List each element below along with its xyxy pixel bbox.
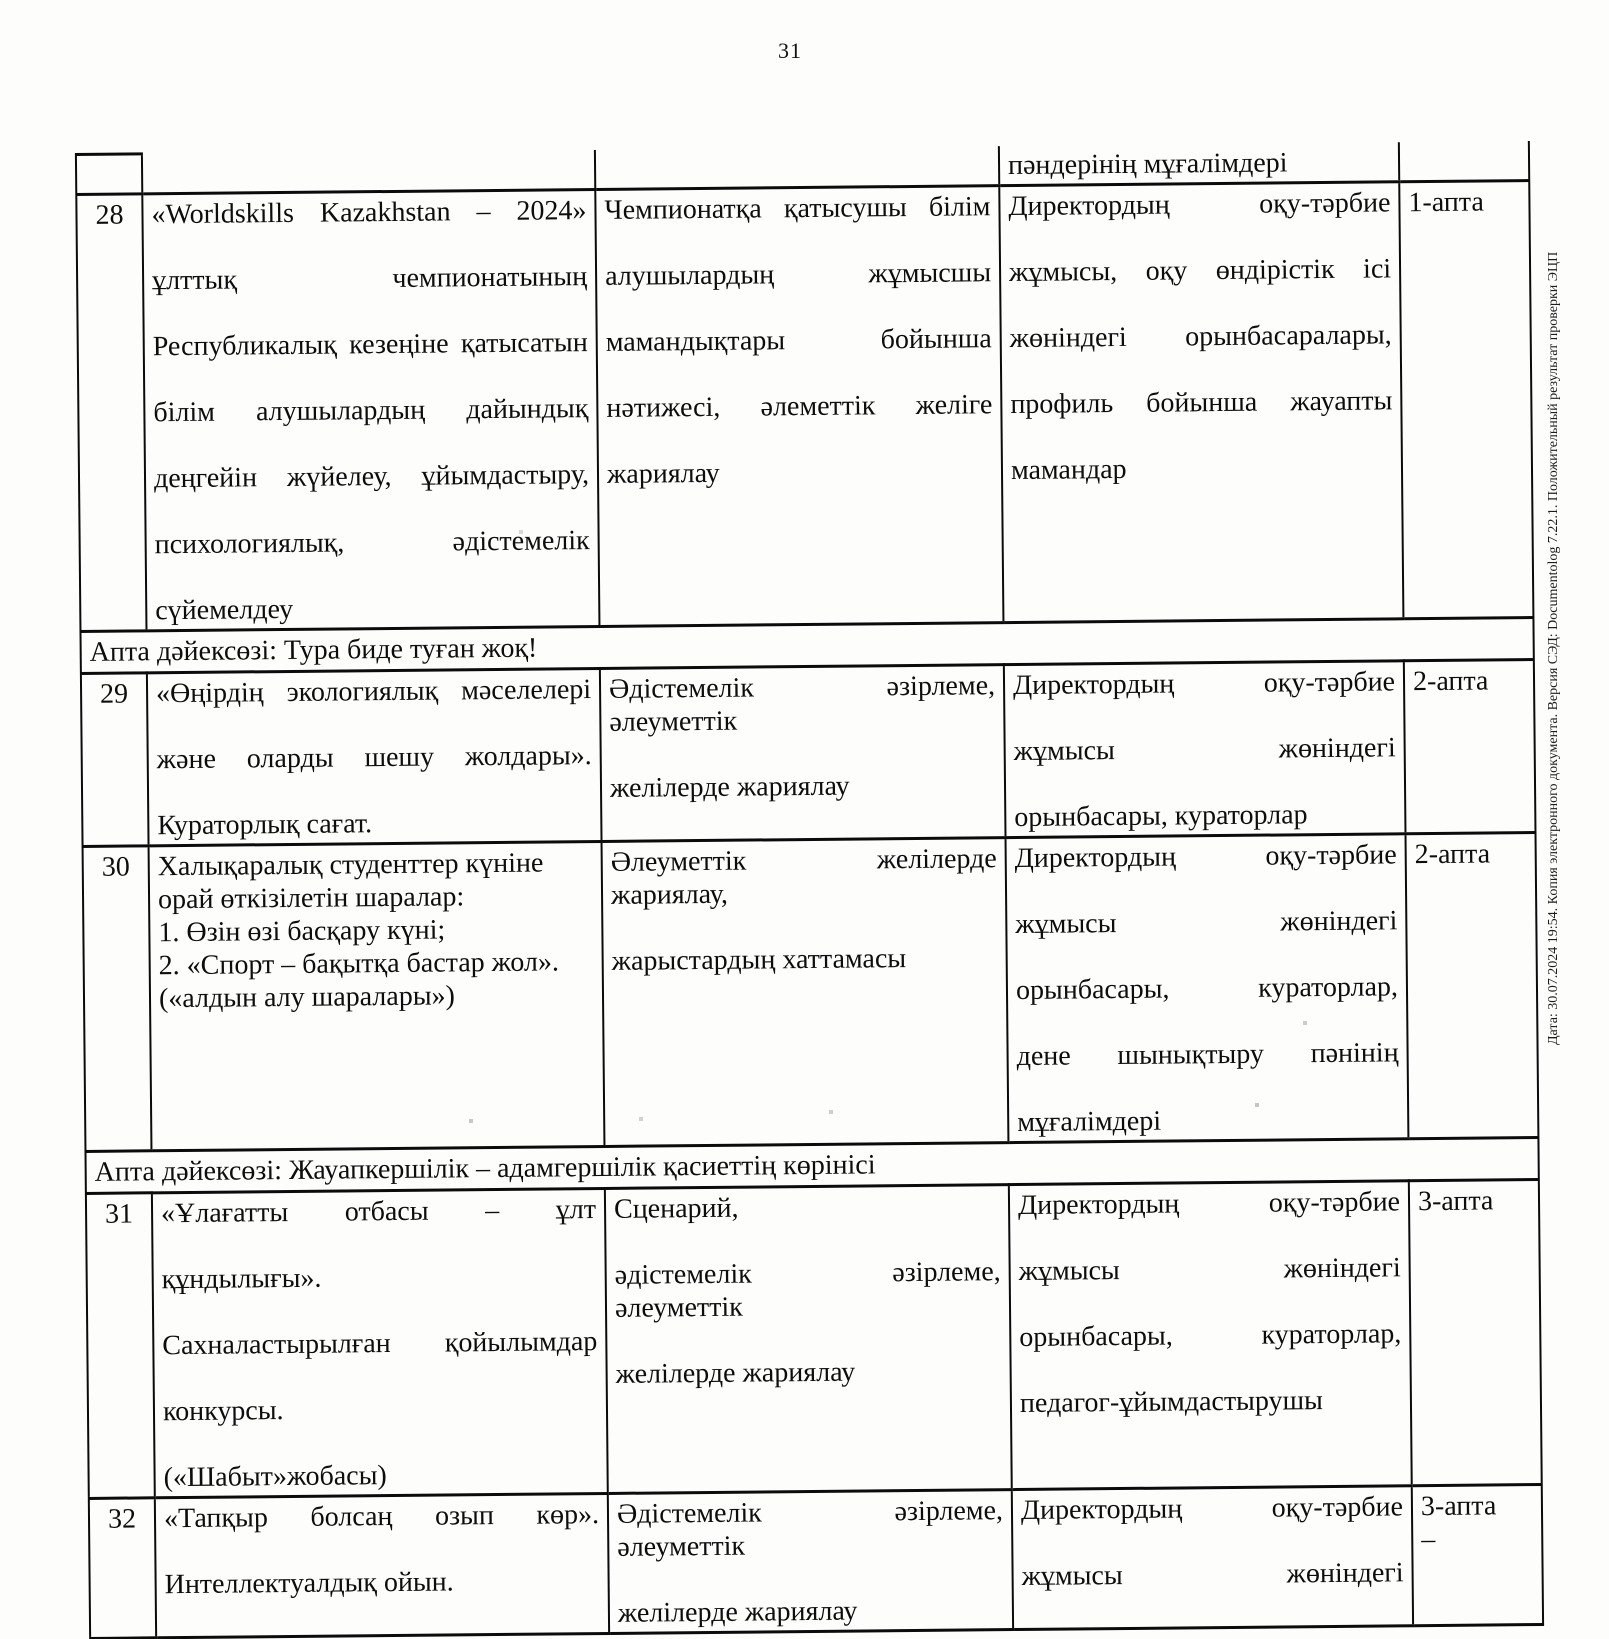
- row-number-cell: 29: [81, 672, 149, 846]
- week-cell: 3-апта: [1409, 1179, 1542, 1485]
- responsible-cell: пәндерінің мұғалімдері: [999, 142, 1399, 185]
- table-row-28: [76, 180, 1533, 631]
- week-quote-text: Апта дәйексөзі: Тура биде туған жоқ!: [80, 617, 1533, 673]
- week-cell: 2-апта: [1405, 832, 1538, 1138]
- table-row-29: [81, 659, 1536, 846]
- weekly-plan-table: [75, 139, 1544, 1639]
- week-cell: [1399, 141, 1529, 182]
- table-row-31: [86, 1179, 1542, 1498]
- row-number-cell: 32: [89, 1497, 156, 1638]
- activity-cell: «Worldskills Kazakhstan – 2024» ұлттық чемпионатының Республикалық кезеңіне қатысатын білім алушылардың дайындық деңгейін жүйелеу, ұйымдастыру, психологиялық, әдістемелік сүйемелдеу: [142, 189, 599, 630]
- activity-cell: [142, 150, 595, 194]
- activity-cell: Халықаралық студенттер күніне орай өткізілетін шаралар: 1. Өзін өзі басқару күні; 2. «Спорт – бақытқа бастар жол». («алдын алу шаралары»): [149, 841, 605, 1150]
- responsible-cell: Директордың оқу-тәрбие жұмысы жөніндегі орынбасары, кураторлар, педагог-ұйымдастырушы: [1009, 1180, 1412, 1489]
- week-cell: 3-апта –: [1412, 1484, 1543, 1625]
- output-cell: Чемпионатқа қатысушы білім алушылардың жұмысшы мамандықтары бойынша нәтижесі, әлеметтік желіге жариялау: [595, 185, 1003, 626]
- week-cell: 1-апта: [1399, 180, 1533, 618]
- table-row-32: [89, 1484, 1543, 1638]
- output-cell: Сценарий, әдістемелік әзірлеме, әлеуметтік желілерде жариялау: [605, 1184, 1012, 1493]
- scan-noise: [0, 0, 2, 2]
- output-cell: Әдістемелік әзірлеме, әлеуметтік желілерде жариялау: [600, 664, 1006, 841]
- responsible-cell: Директордың оқу-тәрбие жұмысы жөніндегі орынбасары, кураторлар, дене шынықтыру пәнінің мұғалімдері: [1006, 833, 1409, 1142]
- page-number: 31: [778, 38, 802, 63]
- week-cell: 2-апта: [1404, 659, 1536, 833]
- row-number-cell: 30: [83, 845, 152, 1151]
- responsible-cell: Директордың оқу-тәрбие жұмысы жөніндегі орынбасары, кураторлар: [1004, 660, 1406, 837]
- activity-cell: «Өңірдің экологиялық мәселелері және оларды шешу жолдары». Кураторлық сағат.: [147, 668, 602, 845]
- row-number-cell: [76, 154, 142, 194]
- activity-cell: «Ұлағатты отбасы – ұлт құндылығы». Сахналастырылған қойылымдар конкурсы. («Шабыт»жобасы): [152, 1188, 608, 1497]
- output-cell: [595, 146, 999, 189]
- row-number-cell: 28: [76, 193, 146, 631]
- output-cell: Әлеуметтік желілерде жариялау, жарыстардың хаттамасы: [602, 837, 1009, 1146]
- output-cell: Әдістемелік әзірлеме, әлеуметтік желілерде жариялау: [608, 1489, 1013, 1633]
- weekly-plan-table-wrap: [75, 139, 1542, 1639]
- row-number-cell: 31: [86, 1192, 155, 1498]
- week-quote-text: Апта дәйексөзі: Жауапкершілік – адамгершілік қасиеттің көрінісі: [85, 1137, 1538, 1193]
- table-row-30: [83, 832, 1539, 1151]
- responsible-cell: Директордың оқу-тәрбие жұмысы, оқу өндірістік ісі жөніндегі орынбасаралары, профиль бойынша жауапты мамандар: [999, 181, 1403, 622]
- activity-cell: «Тапқыр болсаң озып көр». Интеллектуалдық ойын.: [155, 1493, 609, 1637]
- responsible-cell: Директордың оқу-тәрбие жұмысы жөніндегі: [1012, 1485, 1413, 1629]
- eds-verification-stamp: Дата: 30.07.2024 19:54. Копия электронного документа. Версия СЭД: Documentolog 7.22.1. Положительный результат проверки ЭЦП: [1546, 251, 1561, 1045]
